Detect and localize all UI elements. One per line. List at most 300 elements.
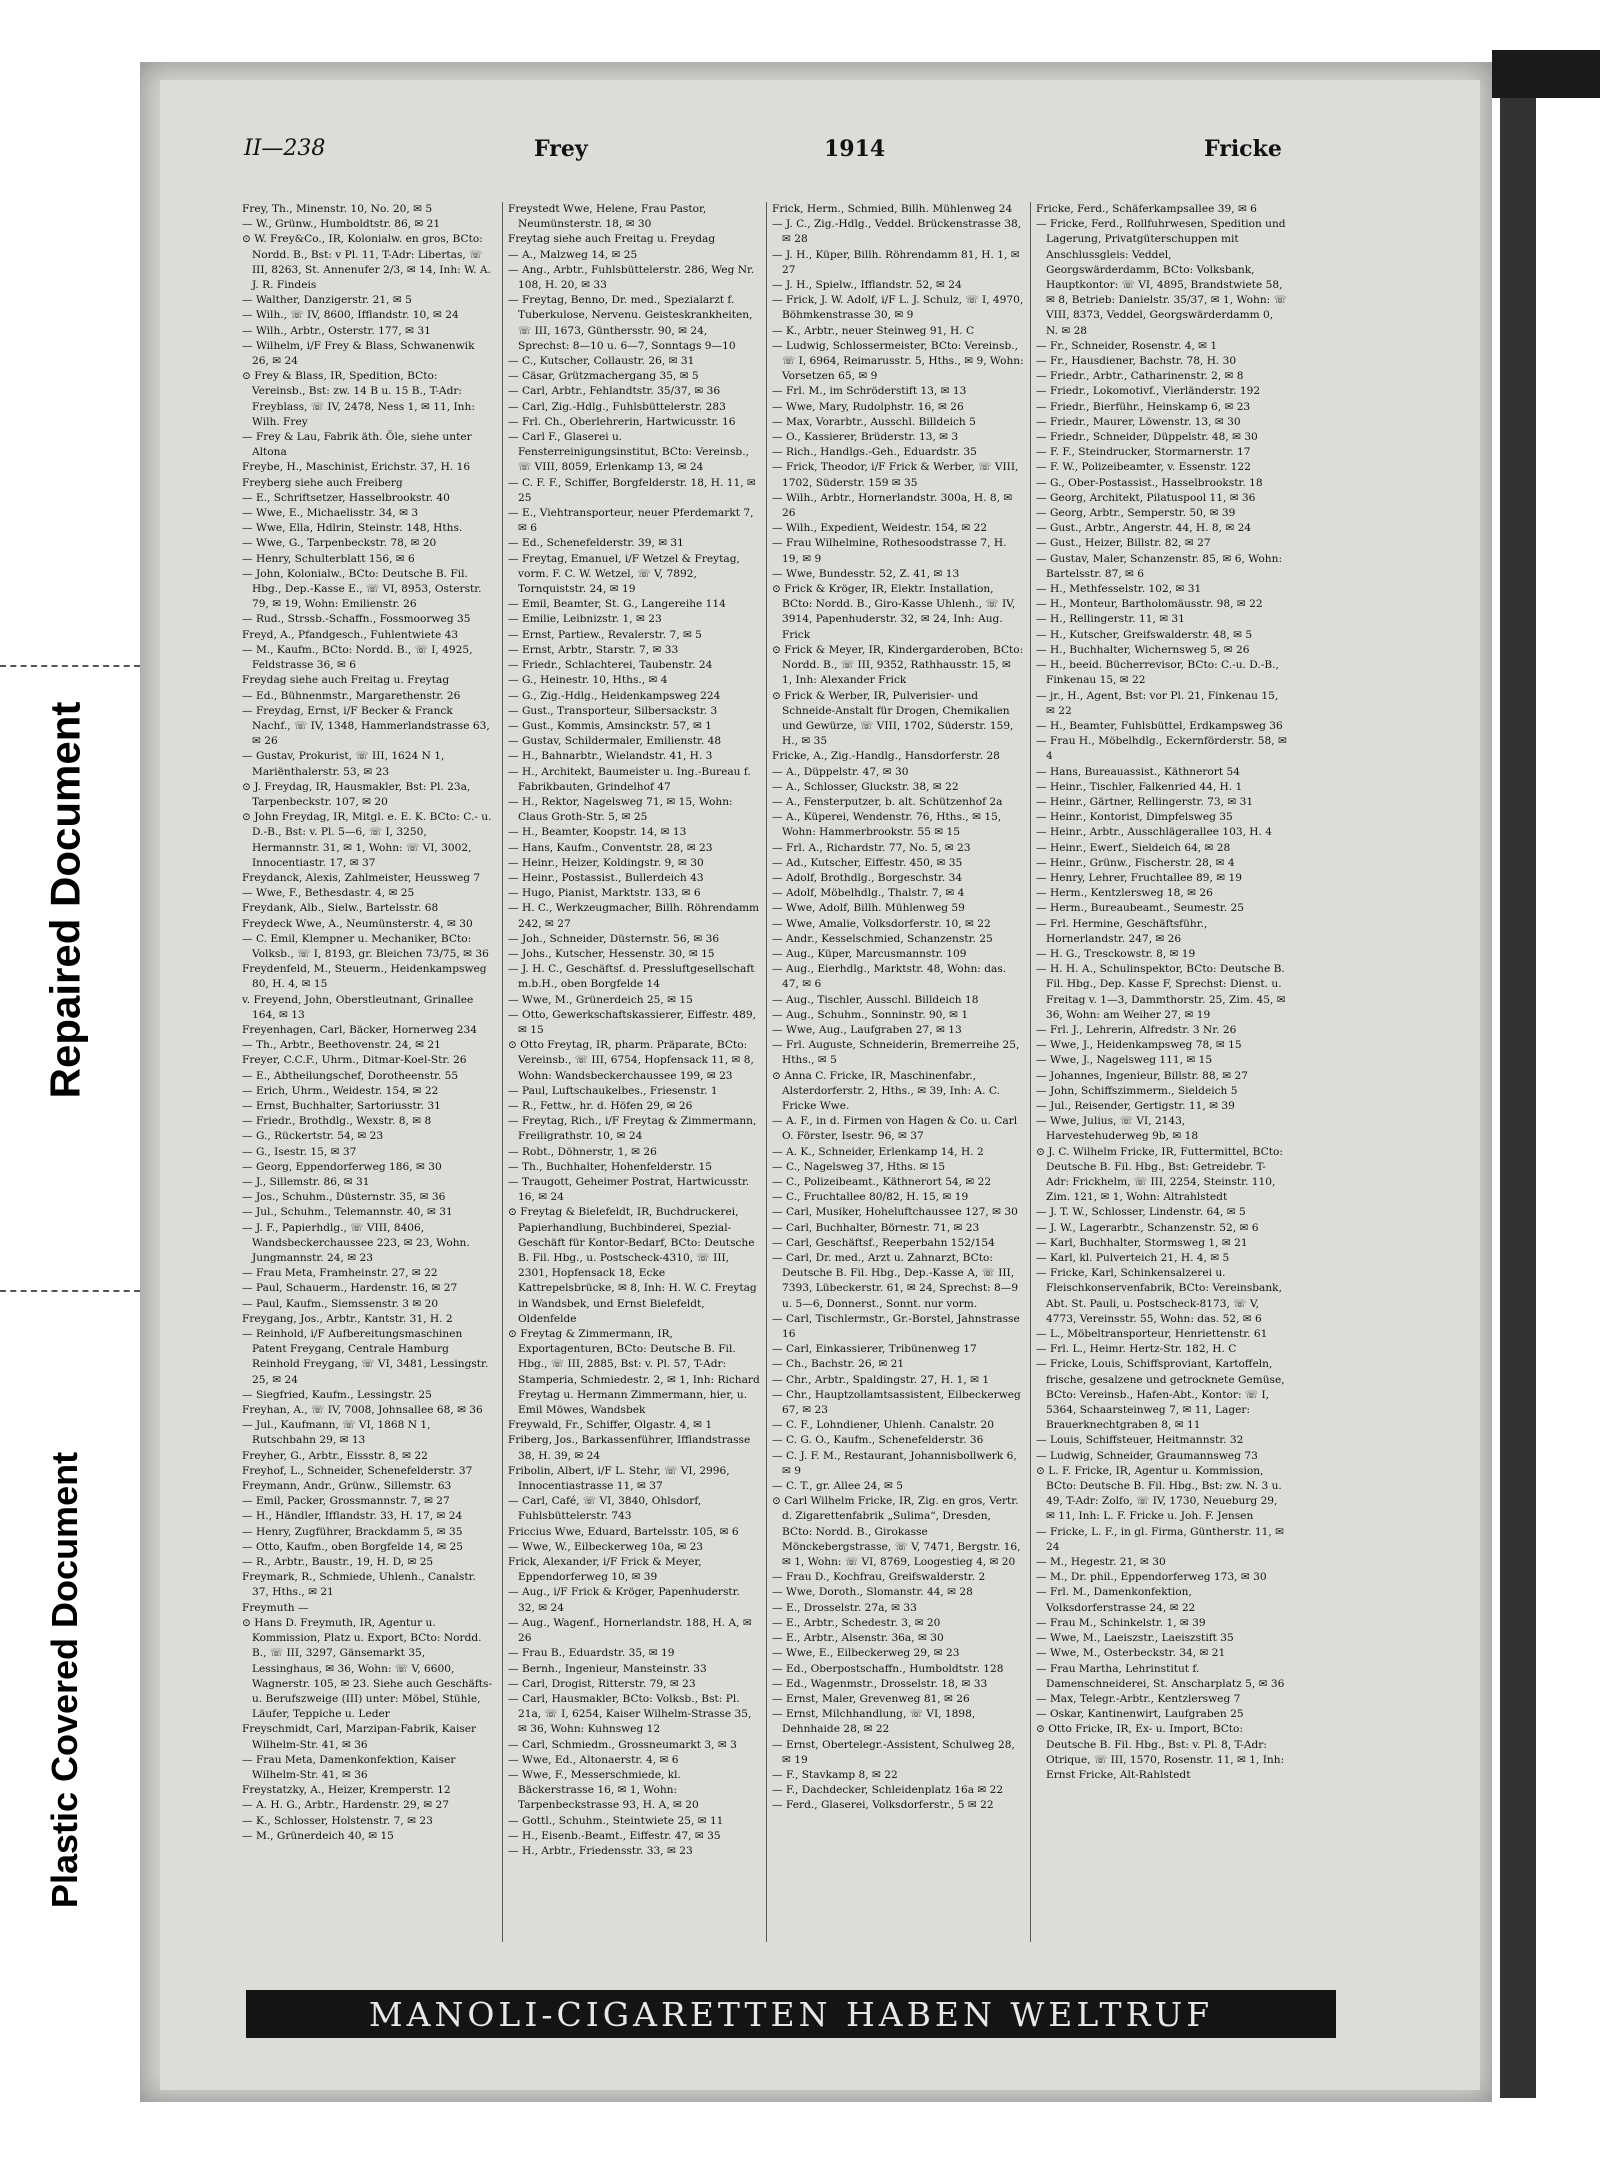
directory-entry: — Heinr., Heizer, Koldingstr. 9, ✉ 30: [508, 856, 704, 869]
directory-entry: — Aug., Eierhdlg., Marktstr. 48, Wohn: das. 47, ✉ 6: [772, 963, 1007, 991]
directory-entry: — H., Eisenb.-Beamt., Eiffestr. 47, ✉ 35: [508, 1829, 721, 1842]
directory-entry: — Ed., Schenefelderstr. 39, ✉ 31: [508, 537, 684, 550]
directory-entry: — G., Isestr. 15, ✉ 37: [242, 1145, 357, 1158]
plastic-covered-document-text: Plastic Covered Document: [44, 1451, 86, 1909]
directory-entry: — Frl. M., Damenkonfektion, Volksdorferstrasse 24, ✉ 22: [1036, 1586, 1196, 1614]
directory-entry: — Heinr., Tischler, Falkenried 44, H. 1: [1036, 780, 1243, 793]
directory-entry: — Ludwig, Schlossermeister, BCto: Vereinsb., ☏ I, 6964, Reimarusstr. 5, Hths., ✉ 9, Wohn: Vorsetzen 65, ✉ 9: [772, 339, 1024, 383]
column-rule: [1030, 202, 1031, 1942]
directory-entry: — A. H. G., Arbtr., Hardenstr. 29, ✉ 27: [242, 1799, 450, 1812]
directory-entry: — H., Buchhalter, Wichernsweg 5, ✉ 26: [1036, 643, 1250, 656]
directory-entry: — Robt., Döhnerstr, 1, ✉ 26: [508, 1145, 657, 1158]
directory-entry: ⊙ L. F. Fricke, IR, Agentur u. Kommission, BCto: Deutsche B. Fil. Hbg., Bst: zw. N. 3 u. 49, T-Adr: Zolfo, ☏ IV, 1730, Neueburg 29, ✉ 11, Inh: L. F. Fricke u. Joh. F. Jensen: [1036, 1464, 1282, 1523]
directory-entry: — C., Kutscher, Collaustr. 26, ✉ 31: [508, 355, 695, 368]
directory-entry: — Heinr., Kontorist, Dimpfelsweg 35: [1036, 811, 1233, 824]
scan-edge-top-right: [1492, 50, 1600, 98]
directory-entry: — Herm., Bureaubeamt., Seumestr. 25: [1036, 902, 1245, 915]
directory-entry: — E., Arbtr., Alsenstr. 36a, ✉ 30: [772, 1632, 944, 1645]
directory-entry: ⊙ Hans D. Freymuth, IR, Agentur u. Kommission, Platz u. Export, BCto: Nordd. B., ☏ III, 3297, Gänsemarkt 35, Lessinghaus, ✉ 36, Wohn: ☏ V, 6600, Wagnerstr. 105, ✉ 23. Siehe auch Geschäfts- u. Berufszweige (III) unter: Möbel, Stühle, Läufer, Teppiche u. Leder: [242, 1616, 493, 1721]
directory-entry: — H. H. A., Schulinspektor, BCto: Deutsche B. Fil. Hbg., Dep. Kasse F, Sprechst: Dienst. u. Freitag v. 1—3, Dammthorstr. 25, Zim. 45, ✉ 36, Wohn: am Weiher 27, ✉ 19: [1036, 963, 1286, 1021]
directory-entry: — E., Viehtransporteur, neuer Pferdemarkt 7, ✉ 6: [508, 507, 754, 535]
directory-entry: — Th., Arbtr., Beethovenstr. 24, ✉ 21: [242, 1039, 441, 1052]
directory-entry: — jr., H., Agent, Bst: vor Pl. 21, Finkenau 15, ✉ 22: [1036, 689, 1279, 717]
directory-entry: — Emil, Beamter, St. G., Langereihe 114: [508, 598, 726, 611]
directory-entry: — Th., Buchhalter, Hohenfelderstr. 15: [508, 1160, 713, 1173]
directory-entry: — Aug., Wagenf., Hornerlandstr. 188, H. A, ✉ 26: [508, 1616, 752, 1645]
directory-entry: — Gust., Heizer, Billstr. 82, ✉ 27: [1036, 537, 1211, 550]
directory-entry: — Gustav, Maler, Schanzenstr. 85, ✉ 6, Wohn: Bartelsstr. 87, ✉ 6: [1036, 552, 1283, 580]
directory-entry: — Wwe, J., Heidenkampsweg 78, ✉ 15: [1036, 1039, 1242, 1052]
directory-entry: — J. T. W., Schlosser, Lindenstr. 64, ✉ 5: [1036, 1206, 1246, 1219]
directory-entry: — H., Beamter, Koopstr. 14, ✉ 13: [508, 826, 687, 839]
directory-entry: — Jos., Schuhm., Düsternstr. 35, ✉ 36: [242, 1191, 446, 1204]
directory-entry: — Ed., Bühnenmstr., Margarethenstr. 26: [242, 689, 461, 702]
directory-entry: — J. W., Lagerarbtr., Schanzenstr. 52, ✉ 6: [1036, 1221, 1259, 1234]
directory-entry: — Wwe, Mary, Rudolphstr. 16, ✉ 26: [772, 400, 964, 413]
directory-entry: — Aug., Schuhm., Sonninstr. 90, ✉ 1: [772, 1008, 969, 1021]
directory-entry: — Chr., Hauptzollamtsassistent, Eilbeckerweg 67, ✉ 23: [772, 1388, 1021, 1417]
directory-entry: — Ed., Oberpostschaffn., Humboldtstr. 128: [772, 1662, 1004, 1675]
directory-entry: — Paul, Luftschaukelbes., Friesenstr. 1: [508, 1084, 718, 1097]
directory-entry: — Freytag, Emanuel, i/F Wetzel & Freytag, vorm. F. C. W. Wetzel, ☏ V, 7892, Tornquiststr. 24, ✉ 19: [508, 552, 740, 596]
directory-entry: — John, Schiffszimmerm., Sieldeich 5: [1036, 1084, 1238, 1097]
directory-entry: — A. K., Schneider, Erlenkamp 14, H. 2: [772, 1145, 984, 1158]
directory-entry: Freymark, R., Schmiede, Uhlenh., Canalstr. 37, Hths., ✉ 21: [242, 1571, 476, 1599]
directory-entry: — Erich, Uhrm., Weidestr. 154, ✉ 22: [242, 1084, 439, 1097]
directory-entry: — Heinr., Arbtr., Ausschlägerallee 103, H. 4: [1036, 826, 1273, 839]
directory-entry: — H., Rellingerstr. 11, ✉ 31: [1036, 613, 1185, 626]
directory-entry: — Friedr., Schlachterei, Taubenstr. 24: [508, 659, 713, 672]
directory-entry: — Carl, Buchhalter, Börnestr. 71, ✉ 23: [772, 1221, 980, 1234]
directory-entry: — M., Dr. phil., Eppendorferweg 173, ✉ 30: [1036, 1571, 1267, 1584]
directory-entry: — Max, Telegr.-Arbtr., Kentzlersweg 7: [1036, 1692, 1241, 1705]
directory-entry: — Wwe, Adolf, Billh. Mühlenweg 59: [772, 902, 965, 915]
directory-entry: — Hugo, Pianist, Marktstr. 133, ✉ 6: [508, 887, 701, 900]
directory-entry: — A., Schlosser, Gluckstr. 38, ✉ 22: [772, 780, 959, 793]
directory-entry: — O., Kassierer, Brüderstr. 13, ✉ 3: [772, 431, 959, 444]
directory-entry: — Wwe, M., Grünerdeich 25, ✉ 15: [508, 993, 693, 1006]
directory-entry: — Fricke, L. F., in gl. Firma, Güntherstr. 11, ✉ 24: [1036, 1525, 1285, 1553]
directory-entry: — G., Zig.-Hdlg., Heidenkampsweg 224: [508, 689, 721, 702]
directory-entry: Frey, Th., Minenstr. 10, No. 20, ✉ 5: [242, 203, 433, 215]
directory-entry: — H., beeid. Bücherrevisor, BCto: C.-u. D.-B., Finkenau 15, ✉ 22: [1036, 659, 1279, 687]
directory-entry: — J. H., Küper, Billh. Röhrendamm 81, H. 1, ✉ 27: [772, 248, 1020, 276]
directory-entry: Freybe, H., Maschinist, Erichstr. 37, H. 16: [242, 461, 471, 474]
directory-entry: Freydenfeld, M., Steuerm., Heidenkampsweg 80, H. 4, ✉ 15: [242, 963, 487, 991]
directory-entry: — Wwe, Bundesstr. 52, Z. 41, ✉ 13: [772, 567, 960, 580]
directory-entry: Freyschmidt, Carl, Marzipan-Fabrik, Kaiser Wilhelm-Str. 41, ✉ 36: [242, 1723, 477, 1751]
directory-entry: — R., Fettw., hr. d. Höfen 29, ✉ 26: [508, 1099, 693, 1112]
directory-entry: — Ernst, Obertelegr.-Assistent, Schulweg 28, ✉ 19: [772, 1738, 1015, 1766]
directory-entry: — Andr., Kesselschmied, Schanzenstr. 25: [772, 932, 993, 945]
directory-entry: — R., Arbtr., Baustr., 19, H. D, ✉ 25: [242, 1556, 434, 1569]
page-paper: [160, 80, 1480, 2090]
directory-entry: Freydeck Wwe, A., Neumünsterstr. 4, ✉ 30: [242, 917, 473, 930]
directory-entry: — J. F., Papierhdlg., ☏ VIII, 8406, Wandsbeckerchaussee 223, ✉ 23, Wohn. Jungmannstr. 24, ✉ 23: [242, 1221, 470, 1265]
directory-entry: — Fricke, Louis, Schiffsproviant, Kartoffeln, frische, gesalzene und getrocknete Gemüse, BCto: Vereinsb., Hafen-Abt., Kontor: ☏ I, 5364, Schaarsteinweg 7, ✉ 11, Lager: Brauerknechtgraben 8, ✉ 11: [1036, 1358, 1285, 1432]
directory-entry: — Friedr., Bierführ., Heinskamp 6, ✉ 23: [1036, 400, 1251, 413]
directory-entry: — Gustav, Prokurist, ☏ III, 1624 N 1, Mariënthalerstr. 53, ✉ 23: [242, 750, 445, 778]
directory-entry: — Wwe, M., Osterbeckstr. 34, ✉ 21: [1036, 1647, 1226, 1660]
directory-entry: — Ludwig, Schneider, Graumannsweg 73: [1036, 1449, 1258, 1462]
directory-entry: — Carl, Zig.-Hdlg., Fuhlsbüttelerstr. 283: [508, 400, 726, 413]
directory-entry: — Aug., i/F Frick & Kröger, Papenhuderstr. 32, ✉ 24: [508, 1586, 740, 1614]
directory-entry: ⊙ Freytag & Zimmermann, IR, Exportagenturen, BCto: Deutsche B. Fil. Hbg., ☏ III, 2885, Bst: v. Pl. 57, T-Adr: Stamperia, Schmiedestr. 2, ✉ 1, Inh: Richard Freytag u. Hermann Zimmermann, hier, u. Emil Möwes, Wandsbek: [508, 1328, 760, 1417]
directory-entry: — J. C., Zig.-Hdlg., Veddel. Brückenstrasse 38, ✉ 28: [772, 218, 1022, 246]
directory-entry: — Fricke, Ferd., Rollfuhrwesen, Spedition und Lagerung, Privatgüterschuppen mit Anschlussgleis: Veddel, Georgswärderdamm, BCto: Volksbank, Hauptkontor: ☏ VI, 4895, Brandstwiete 58, ✉ 8, Betrieb: Danielstr. 35/37, ✉ 1, Wohn: ☏ VIII, 8373, Veddel, Georgswärderdamm 0, N. ✉ 28: [1036, 218, 1287, 337]
directory-entry: ⊙ Frick & Meyer, IR, Kindergarderoben, BCto: Nordd. B., ☏ III, 9352, Rathhausstr. 15, ✉ 1, Inh: Alexander Frick: [772, 643, 1024, 687]
directory-entry: — Frey & Lau, Fabrik äth. Öle, siehe unter Altona: [242, 431, 472, 459]
directory-entry: — A., Düppelstr. 47, ✉ 30: [772, 765, 909, 778]
page-number: II—238: [244, 136, 326, 161]
directory-entry: — Walther, Danzigerstr. 21, ✉ 5: [242, 294, 412, 307]
directory-entry: — Frick, Theodor, i/F Frick & Werber, ☏ VIII, 1702, Süderstr. 159 ✉ 35: [772, 461, 1019, 489]
directory-entry: ⊙ Otto Fricke, IR, Ex- u. Import, BCto: Deutsche B. Fil. Hbg., Bst: v. Pl. 8, T-Adr: Otrique, ☏ III, 1570, Rosenstr. 11, ✉ 1, Inh: Ernst Fricke, Alt-Rahlstedt: [1036, 1723, 1285, 1781]
directory-entry: — M., Hegestr. 21, ✉ 30: [1036, 1556, 1166, 1569]
directory-entry: — Ernst, Maler, Grevenweg 81, ✉ 26: [772, 1692, 970, 1705]
directory-entry: — H., Bahnarbtr., Wielandstr. 41, H. 3: [508, 750, 713, 763]
directory-entry: — Wwe, E., Eilbeckerweg 29, ✉ 23: [772, 1647, 960, 1660]
directory-entry: — H., Methfesselstr. 102, ✉ 31: [1036, 583, 1202, 596]
directory-entry: — M., Grünerdeich 40, ✉ 15: [242, 1829, 394, 1842]
directory-entry: — Wilhelm, i/F Frey & Blass, Schwanenwik 26, ✉ 24: [242, 339, 475, 368]
directory-entry: — F. F., Steindrucker, Stormarnerstr. 17: [1036, 446, 1251, 459]
directory-entry: — A., Malzweg 14, ✉ 25: [508, 248, 638, 261]
directory-entry: — F., Dachdecker, Schleidenplatz 16a ✉ 22: [772, 1784, 1004, 1797]
directory-entry: — Frau D., Kochfrau, Greifswalderstr. 2: [772, 1571, 986, 1584]
column-4: [1036, 202, 1288, 1922]
directory-entry: — C. J. F. M., Restaurant, Johannisbollwerk 6, ✉ 9: [772, 1449, 1017, 1477]
scan-edge-right: [1500, 98, 1536, 2098]
directory-entry: — Carl, Café, ☏ VI, 3840, Ohlsdorf, Fuhlsbüttelerstr. 743: [508, 1495, 702, 1523]
directory-entry: — Ernst, Milchhandlung, ☏ VI, 1898, Dehnhaide 28, ✉ 22: [772, 1708, 976, 1736]
directory-entry: — Ernst, Buchhalter, Sartoriusstr. 31: [242, 1099, 441, 1112]
directory-entry: — H., Händler, Ifflandstr. 33, H. 17, ✉ 24: [242, 1510, 463, 1523]
directory-entry: — C. F., Lohndiener, Uhlenh. Canalstr. 20: [772, 1419, 994, 1432]
directory-entry: — Carl, Tischlermstr., Gr.-Borstel, Jahnstrasse 16: [772, 1312, 1020, 1341]
directory-entry: — Emilie, Leibnizstr. 1, ✉ 23: [508, 613, 662, 626]
directory-entry: Freyher, G., Arbtr., Eissstr. 8, ✉ 22: [242, 1449, 428, 1462]
directory-entry: — Joh., Schneider, Düsternstr. 56, ✉ 36: [508, 932, 720, 945]
directory-entry: Freymann, Andr., Grünw., Sillemstr. 63: [242, 1480, 452, 1493]
directory-entry: — Adolf, Brothdlg., Borgeschstr. 34: [772, 871, 963, 884]
directory-entry: — Wwe, Doroth., Slomanstr. 44, ✉ 28: [772, 1586, 973, 1599]
column-1: [242, 202, 494, 1922]
directory-entry: — Henry, Lehrer, Fruchtallee 89, ✉ 19: [1036, 871, 1242, 884]
directory-entry: — L., Möbeltransporteur, Henriettenstr. 61: [1036, 1328, 1268, 1341]
directory-entry: — E., Schriftsetzer, Hasselbrookstr. 40: [242, 491, 450, 504]
directory-entry: — Gust., Arbtr., Angerstr. 44, H. 8, ✉ 24: [1036, 522, 1252, 535]
directory-entry: — Fr., Schneider, Rosenstr. 4, ✉ 1: [1036, 339, 1218, 352]
directory-entry: — Gust., Transporteur, Silbersackstr. 3: [508, 704, 718, 717]
directory-entry: ⊙ W. Frey&Co., IR, Kolonialw. en gros, BCto: Nordd. B., Bst: v Pl. 11, T-Adr: Libertas, ☏ III, 8263, St. Annenufer 2/3, ✉ 14, Inh: W. A. J. R. Findeis: [242, 233, 491, 292]
directory-entry: — H., Arbtr., Friedensstr. 33, ✉ 23: [508, 1844, 693, 1857]
directory-entry: — A., Küperei, Wendenstr. 76, Hths., ✉ 15, Wohn: Hammerbrookstr. 55 ✉ 15: [772, 811, 1002, 839]
dotted-separator-bottom: [0, 1290, 140, 1292]
directory-entry: — C. F. F., Schiffer, Borgfelderstr. 18, H. 11, ✉ 25: [508, 476, 756, 504]
column-2: [508, 202, 760, 1922]
directory-entry: — Ch., Bachstr. 26, ✉ 21: [772, 1358, 905, 1371]
repaired-document-label: [10, 620, 120, 1180]
directory-entry: — Hans, Bureauassist., Käthnerort 54: [1036, 765, 1240, 778]
directory-entry: — Wilh., Arbtr., Hornerlandstr. 300a, H. 8, ✉ 26: [772, 491, 1013, 520]
directory-entry: — Freytag, Rich., i/F Freytag & Zimmermann, Freiligrathstr. 10, ✉ 24: [508, 1115, 757, 1143]
directory-entry: — Rich., Handlgs.-Geh., Eduardstr. 35: [772, 446, 977, 459]
directory-entry: — C. G. O., Kaufm., Schenefelderstr. 36: [772, 1434, 984, 1447]
directory-entry: — H., Monteur, Bartholomäusstr. 98, ✉ 22: [1036, 598, 1263, 611]
directory-entry: Freywald, Fr., Schiffer, Olgastr. 4, ✉ 1: [508, 1419, 713, 1432]
directory-entry: ⊙ Frick & Kröger, IR, Elektr. Installation, BCto: Nordd. B., Giro-Kasse Uhlenh., ☏ IV, 3914, Papenhuderstr. 32, ✉ 24, Inh: Aug. Frick: [772, 583, 1016, 641]
directory-entry: — K., Schlosser, Holstenstr. 7, ✉ 23: [242, 1814, 433, 1827]
directory-entry: — Aug., Tischler, Ausschl. Billdeich 18: [772, 993, 979, 1006]
directory-entry: — H., Beamter, Fuhlsbüttel, Erdkampsweg 36: [1036, 719, 1283, 732]
directory-entry: — G., Rückertstr. 54, ✉ 23: [242, 1130, 384, 1143]
directory-entry: — Frick, J. W. Adolf, i/F L. J. Schulz, ☏ I, 4970, Böhmkenstrasse 30, ✉ 9: [772, 294, 1024, 322]
directory-entry: — Georg, Arbtr., Semperstr. 50, ✉ 39: [1036, 507, 1236, 520]
directory-entry: — Heinr., Gärtner, Rellingerstr. 73, ✉ 31: [1036, 795, 1254, 808]
directory-page: [140, 62, 1492, 2102]
dotted-separator-top: [0, 665, 140, 667]
directory-entry: — Rud., Strssb.-Schaffn., Fossmoorweg 35: [242, 613, 471, 626]
directory-entry: — J. H., Spielw., Ifflandstr. 52, ✉ 24: [772, 279, 962, 292]
directory-entry: — Heinr., Ewerf., Sieldeich 64, ✉ 28: [1036, 841, 1231, 854]
directory-entry: — Frl. J., Lehrerin, Alfredstr. 3 Nr. 26: [1036, 1023, 1237, 1036]
directory-entry: ⊙ Frey & Blass, IR, Spedition, BCto: Vereinsb., Bst: zw. 14 B u. 15 B., T-Adr: Freyblass, ☏ IV, 2478, Ness 1, ✉ 11, Inh: Wilh. Frey: [242, 370, 475, 428]
directory-entry: — Ed., Wagenmstr., Drosselstr. 18, ✉ 33: [772, 1677, 988, 1690]
directory-entry: — Wwe, F., Bethesdastr. 4, ✉ 25: [242, 887, 415, 900]
header-first-name: Frey: [534, 136, 588, 162]
directory-entry: Freystedt Wwe, Helene, Frau Pastor, Neumünsterstr. 18, ✉ 30: [508, 203, 707, 231]
directory-entry: — Max, Vorarbtr., Ausschl. Billdeich 5: [772, 415, 976, 428]
directory-entry: — Carl, Drogist, Ritterstr. 79, ✉ 23: [508, 1677, 696, 1690]
directory-entry: — Otto, Kaufm., oben Borgfelde 14, ✉ 25: [242, 1540, 463, 1553]
directory-entry: — C., Nagelsweg 37, Hths. ✉ 15: [772, 1160, 946, 1173]
directory-entry: — E., Arbtr., Schedestr. 3, ✉ 20: [772, 1616, 941, 1629]
directory-entry: Fricke, Ferd., Schäferkampsallee 39, ✉ 6: [1036, 203, 1257, 215]
directory-entry: Fribolin, Albert, i/F L. Stehr, ☏ VI, 2996, Innocentiastrasse 11, ✉ 37: [508, 1464, 730, 1493]
directory-entry: Freymuth —: [242, 1601, 309, 1614]
directory-entry: Frick, Herm., Schmied, Billh. Mühlenweg 24: [772, 203, 1013, 215]
directory-entry: — Frau Meta, Framheinstr. 27, ✉ 22: [242, 1267, 438, 1280]
directory-entry: — W., Grünw., Humboldtstr. 86, ✉ 21: [242, 218, 441, 231]
directory-entry: — Ferd., Glaserei, Volksdorferstr., 5 ✉ 22: [772, 1799, 994, 1812]
directory-entry: — Carl F., Glaserei u. Fensterreinigungsinstitut, BCto: Vereinsb., ☏ VIII, 8059, Erlenkamp 13, ✉ 24: [508, 431, 749, 474]
header-year: 1914: [824, 136, 886, 162]
directory-entry: — Frl. Hermine, Geschäftsführ., Hornerlandstr. 247, ✉ 26: [1036, 917, 1208, 945]
directory-entry: — Carl, Geschäftsf., Reeperbahn 152/154: [772, 1236, 995, 1249]
directory-entry: — Frl. A., Richardstr. 77, No. 5, ✉ 23: [772, 841, 971, 854]
directory-entry: — Wwe, W., Eilbeckerweg 10a, ✉ 23: [508, 1540, 704, 1553]
directory-entry: — Frau H., Möbelhdlg., Eckernförderstr. 58, ✉ 4: [1036, 735, 1287, 763]
header-last-name: Fricke: [1204, 136, 1282, 162]
directory-entry: Friccius Wwe, Eduard, Bartelsstr. 105, ✉ 6: [508, 1525, 739, 1538]
directory-entry: Fricke, A., Zig.-Handlg., Hansdorferstr. 28: [772, 750, 1000, 763]
directory-entry: — Freytag, Benno, Dr. med., Spezialarzt f. Tuberkulose, Nervenu. Geisteskrankheiten, ☏ III, 1673, Günthersstr. 90, ✉ 24, Sprechst: 8—10 u. 6—7, Sonntags 9—10: [508, 294, 753, 352]
directory-entry: — Carl, Musiker, Hoheluftchaussee 127, ✉ 30: [772, 1206, 1018, 1219]
directory-entry: Freydank, Alb., Sielw., Bartelsstr. 68: [242, 902, 439, 915]
plastic-covered-document-label: [10, 1320, 120, 2040]
directory-entry: — Frau M., Schinkelstr. 1, ✉ 39: [1036, 1616, 1206, 1629]
directory-entry: — Friedr., Lokomotivf., Vierländerstr. 192: [1036, 385, 1261, 398]
directory-entry: — Johannes, Ingenieur, Billstr. 88, ✉ 27: [1036, 1069, 1249, 1082]
directory-entry: — M., Kaufm., BCto: Nordd. B., ☏ I, 4925, Feldstrasse 36, ✉ 6: [242, 643, 473, 672]
directory-entry: — John, Kolonialw., BCto: Deutsche B. Fil. Hbg., Dep.-Kasse E., ☏ VI, 8953, Osterstr. 79, ✉ 19, Wohn: Emilienstr. 26: [242, 567, 482, 611]
directory-entry: — Ernst, Arbtr., Starstr. 7, ✉ 33: [508, 643, 679, 656]
directory-entry: v. Freyend, John, Oberstleutnant, Grinallee 164, ✉ 13: [242, 993, 474, 1021]
directory-entry: Freydag siehe auch Freitag u. Freytag: [242, 674, 450, 687]
directory-entry: — Carl, Dr. med., Arzt u. Zahnarzt, BCto: Deutsche B. Fil. Hbg., Dep.-Kasse A, ☏ III, 7393, Lübeckerstr. 61, ✉ 24, Sprechst: 8—9 u. 5—6, Donnerst., Sonnt. nur vorm.: [772, 1252, 1019, 1310]
directory-entry: — Wilh., Arbtr., Osterstr. 177, ✉ 31: [242, 324, 431, 337]
directory-entry: — Friedr., Schneider, Düppelstr. 48, ✉ 30: [1036, 431, 1258, 444]
directory-entry: — Paul, Kaufm., Siemssenstr. 3 ✉ 20: [242, 1297, 439, 1310]
directory-entry: — Karl, kl. Pulverteich 21, H. 4, ✉ 5: [1036, 1252, 1230, 1265]
directory-entry: — Herm., Kentzlersweg 18, ✉ 26: [1036, 887, 1213, 900]
directory-entry: — A. F., in d. Firmen von Hagen & Co. u. Carl O. Förster, Isestr. 96, ✉ 37: [772, 1115, 1018, 1143]
directory-entry: — Paul, Schauerm., Hardenstr. 16, ✉ 27: [242, 1282, 458, 1295]
directory-entry: — A., Fensterputzer, b. alt. Schützenhof 2a: [772, 795, 1003, 808]
directory-entry: — Wwe, F., Messerschmiede, kl. Bäckerstrasse 16, ✉ 1, Wohn: Tarpenbeckstrasse 93, H. A, ✉ 20: [508, 1768, 699, 1812]
directory-entry: — Friedr., Maurer, Löwenstr. 13, ✉ 30: [1036, 415, 1241, 428]
directory-entry: — Wwe, Julius, ☏ VI, 2143, Harvestehuderweg 9b, ✉ 18: [1036, 1115, 1199, 1143]
directory-entry: Freyberg siehe auch Freiberg: [242, 476, 403, 489]
directory-entry: — Otto, Gewerkschaftskassierer, Eiffestr. 489, ✉ 15: [508, 1008, 757, 1036]
advertisement-text: MANOLI-CIGARETTEN HABEN WELTRUF: [368, 1994, 1214, 2034]
directory-entry: — Wilh., Expedient, Weidestr. 154, ✉ 22: [772, 522, 988, 535]
directory-entry: — Wilh., ☏ IV, 8600, Ifflandstr. 10, ✉ 24: [242, 309, 459, 322]
directory-entry: — Carl, Einkassierer, Tribünenweg 17: [772, 1343, 977, 1356]
directory-entry: — Georg, Eppendorferweg 186, ✉ 30: [242, 1160, 442, 1173]
directory-entry: — Frl. Auguste, Schneiderin, Bremerreihe 25, Hths., ✉ 5: [772, 1039, 1020, 1067]
directory-entry: — Louis, Schiffsteuer, Heitmannstr. 32: [1036, 1434, 1244, 1447]
directory-entry: — H. C., Werkzeugmacher, Billh. Röhrendamm 242, ✉ 27: [508, 902, 760, 930]
directory-entry: — E., Abtheilungschef, Dorotheenstr. 55: [242, 1069, 459, 1082]
directory-entry: — Frau B., Eduardstr. 35, ✉ 19: [508, 1647, 675, 1660]
directory-entry: — Georg, Architekt, Pilatuspool 11, ✉ 36: [1036, 491, 1256, 504]
directory-entry: — Jul., Schuhm., Telemannstr. 40, ✉ 31: [242, 1206, 453, 1219]
directory-entry: ⊙ Frick & Werber, IR, Pulverisier- und Schneide-Anstalt für Drogen, Chemikalien und Gewürze, ☏ VIII, 1702, Süderstr. 159, H., ✉ 35: [772, 689, 1014, 748]
directory-entry: — Gustav, Schildermaler, Emilienstr. 48: [508, 735, 722, 748]
directory-entry: — Chr., Arbtr., Spaldingstr. 27, H. 1, ✉ 1: [772, 1373, 990, 1386]
directory-entry: — F. W., Polizeibeamter, v. Essenstr. 122: [1036, 461, 1251, 474]
directory-entry: — Frau Martha, Lehrinstitut f. Damenschneiderei, St. Anscharplatz 5, ✉ 36: [1036, 1662, 1285, 1690]
column-3: [772, 202, 1024, 1922]
directory-entry: — H., Kutscher, Greifswalderstr. 48, ✉ 5: [1036, 628, 1253, 641]
directory-entry: — Frl. M., im Schröderstift 13, ✉ 13: [772, 385, 967, 398]
directory-entry: — Karl, Buchhalter, Stormsweg 1, ✉ 21: [1036, 1236, 1248, 1249]
directory-entry: — Henry, Zugführer, Brackdamm 5, ✉ 35: [242, 1525, 463, 1538]
directory-entry: — Adolf, Möbelhdlg., Thalstr. 7, ✉ 4: [772, 887, 965, 900]
directory-entry: Freyhan, A., ☏ IV, 7008, Johnsallee 68, ✉ 36: [242, 1404, 483, 1417]
directory-entry: — Heinr., Grünw., Fischerstr. 28, ✉ 4: [1036, 856, 1235, 869]
directory-entry: — Wwe, M., Laeiszstr., Laeiszstift 35: [1036, 1632, 1234, 1645]
directory-entry: — Johs., Kutscher, Hessenstr. 30, ✉ 15: [508, 947, 715, 960]
directory-entry: ⊙ Otto Freytag, IR, pharm. Präparate, BCto: Vereinsb., ☏ III, 6754, Hopfensack 11, ✉ 8, Wohn: Wandsbeckerchaussee 199, ✉ 23: [508, 1039, 754, 1082]
directory-entry: — Gottl., Schuhm., Steintwiete 25, ✉ 11: [508, 1814, 724, 1827]
directory-entry: ⊙ John Freydag, IR, Mitgl. e. E. K. BCto: C.- u. D.-B., Bst: v. Pl. 5—6, ☏ I, 3250, Hermannstr. 31, ✉ 1, Wohn: ☏ VI, 3002, Innocentiastr. 17, ✉ 37: [242, 811, 492, 869]
directory-entry: Friberg, Jos., Barkassenführer, Ifflandstrasse 38, H. 39, ✉ 24: [508, 1434, 751, 1462]
directory-entry: — C. T., gr. Allee 24, ✉ 5: [772, 1480, 903, 1493]
directory-entry: — Cäsar, Grützmachergang 35, ✉ 5: [508, 370, 699, 383]
directory-entry: — E., Drosselstr. 27a, ✉ 33: [772, 1601, 917, 1614]
directory-entry: — Wwe, Ella, Hdlrin, Steinstr. 148, Hths.: [242, 522, 463, 535]
directory-entry: — J. H. C., Geschäftsf. d. Pressluftgesellschaft m.b.H., oben Borgfelde 14: [508, 963, 755, 991]
directory-entry: Freyenhagen, Carl, Bäcker, Hornerweg 234: [242, 1023, 478, 1036]
page-header: [244, 136, 1328, 170]
repaired-document-text: Repaired Document: [41, 701, 88, 1099]
directory-entry: Freydanck, Alexis, Zahlmeister, Heussweg 7: [242, 871, 481, 884]
directory-entry: — Ernst, Partiew., Revalerstr. 7, ✉ 5: [508, 628, 702, 641]
directory-entry: — Ang., Arbtr., Fuhlsbüttelerstr. 286, Weg Nr. 108, H. 20, ✉ 33: [508, 263, 755, 292]
directory-entry: — Carl, Arbtr., Fehlandtstr. 35/37, ✉ 36: [508, 385, 721, 398]
directory-entry: — Freydag, Ernst, i/F Becker & Franck Nachf., ☏ IV, 1348, Hammerlandstrasse 63, ✉ 26: [242, 704, 490, 748]
directory-entry: — Carl, Hausmakler, BCto: Volksb., Bst: Pl. 21a, ☏ I, 6254, Kaiser Wilhelm-Strasse 35, ✉ 36, Wohn: Kuhnsweg 12: [508, 1692, 752, 1736]
directory-entry: — Frau Wilhelmine, Rothesoodstrasse 7, H. 19, ✉ 9: [772, 537, 1007, 565]
directory-entry: ⊙ Freytag & Bielefeldt, IR, Buchdruckerei, Papierhandlung, Buchbinderei, Spezial-Geschäft für Kontor-Bedarf, BCto: Deutsche B. Fil. Hbg., u. Postscheck-4310, ☏ III, 2301, Hopfensack 18, Ecke Kattrepelsbrücke, ✉ 8, Inh: H. W. C. Freytag in Wandsbek, und Ernst Bielefeldt, Oldenfelde: [508, 1206, 757, 1325]
directory-entry: — Jul., Reisender, Gertigstr. 11, ✉ 39: [1036, 1099, 1235, 1112]
directory-entry: — Aug., Küper, Marcusmannstr. 109: [772, 947, 967, 960]
directory-entry: — Wwe, G., Tarpenbeckstr. 78, ✉ 20: [242, 537, 437, 550]
directory-entry: — C., Polizeibeamt., Käthnerort 54, ✉ 22: [772, 1176, 992, 1188]
directory-entry: — K., Arbtr., neuer Steinweg 91, H. C: [772, 324, 975, 337]
advertisement-banner: [246, 1990, 1336, 2038]
directory-entry: ⊙ J. Freydag, IR, Hausmakler, Bst: Pl. 23a, Tarpenbeckstr. 107, ✉ 20: [242, 780, 471, 808]
directory-entry: — Heinr., Postassist., Bullerdeich 43: [508, 871, 704, 884]
directory-entry: — J., Sillemstr. 86, ✉ 31: [242, 1176, 370, 1188]
directory-entry: — Frl. Ch., Oberlehrerin, Hartwicusstr. 16: [508, 415, 736, 428]
directory-entry: Frick, Alexander, i/F Frick & Meyer, Eppendorferweg 10, ✉ 39: [508, 1556, 702, 1584]
column-rule: [766, 202, 767, 1942]
directory-entry: Freyer, C.C.F., Uhrm., Ditmar-Koel-Str. 26: [242, 1054, 467, 1067]
directory-entry: Freyhof, L., Schneider, Schenefelderstr. 37: [242, 1464, 473, 1477]
directory-entry: — Friedr., Arbtr., Catharinenstr. 2, ✉ 8: [1036, 370, 1244, 383]
directory-entry: Freyd, A., Pfandgesch., Fuhlentwiete 43: [242, 628, 459, 641]
directory-entry: Freytag siehe auch Freitag u. Freydag: [508, 233, 716, 246]
directory-entry: — Jul., Kaufmann, ☏ VI, 1868 N 1, Rutschbahn 29, ✉ 13: [242, 1419, 431, 1447]
directory-entry: — Henry, Schulterblatt 156, ✉ 6: [242, 552, 415, 565]
directory-entry: — Wwe, Ed., Altonaerstr. 4, ✉ 6: [508, 1753, 679, 1766]
directory-entry: ⊙ J. C. Wilhelm Fricke, IR, Futtermittel, BCto: Deutsche B. Fil. Hbg., Bst: Getreidebr. T-Adr: Frickhelm, ☏ III, 2254, Steinstr. 110, Zim. 121, ✉ 1, Wohn: Altrahlstedt: [1036, 1145, 1283, 1204]
directory-entry: — Bernh., Ingenieur, Mansteinstr. 33: [508, 1662, 707, 1675]
directory-entry: — Fr., Hausdiener, Bachstr. 78, H. 30: [1036, 355, 1237, 368]
directory-entry: — Wwe, J., Nagelsweg 111, ✉ 15: [1036, 1054, 1213, 1067]
directory-entry: — F., Stavkamp 8, ✉ 22: [772, 1768, 898, 1781]
directory-entry: — Reinhold, i/F Aufbereitungsmaschinen Patent Freygang, Centrale Hamburg Reinhold Freygang, ☏ VI, 3481, Lessingstr. 25, ✉ 24: [242, 1328, 489, 1386]
directory-entry: Freygang, Jos., Arbtr., Kantstr. 31, H. 2: [242, 1312, 453, 1325]
directory-entry: — H., Rektor, Nagelsweg 71, ✉ 15, Wohn: Claus Groth-Str. 5, ✉ 25: [508, 795, 733, 824]
directory-entry: — Wwe, E., Michaelisstr. 34, ✉ 3: [242, 507, 419, 520]
directory-entry: — Fricke, Karl, Schinkensalzerei u. Fleischkonservenfabrik, BCto: Vereinsbank, Abt. St. Pauli, u. Postscheck-8173, ☏ V, 4773, Vereinsstr. 55, Wohn: das. 52, ✉ 6: [1036, 1267, 1282, 1325]
directory-entry: — C. Emil, Klempner u. Mechaniker, BCto: Volksb., ☏ I, 8193, gr. Bleichen 73/75, ✉ 36: [242, 932, 489, 960]
directory-entry: — Siegfried, Kaufm., Lessingstr. 25: [242, 1388, 432, 1401]
column-rule: [502, 202, 503, 1942]
directory-entry: — Emil, Packer, Grossmannstr. 7, ✉ 27: [242, 1495, 450, 1508]
directory-entry: — G., Heinestr. 10, Hths., ✉ 4: [508, 674, 668, 687]
directory-entry: — G., Ober-Postassist., Hasselbrookstr. 18: [1036, 476, 1263, 489]
directory-entry: — Gust., Kommis, Amsinckstr. 57, ✉ 1: [508, 719, 712, 732]
directory-entry: Freystatzky, A., Heizer, Kremperstr. 12: [242, 1784, 451, 1797]
directory-entry: — Traugott, Geheimer Postrat, Hartwicusstr. 16, ✉ 24: [508, 1176, 750, 1204]
directory-entry: — Frau Meta, Damenkonfektion, Kaiser Wilhelm-Str. 41, ✉ 36: [242, 1753, 456, 1781]
directory-entry: — Ad., Kutscher, Eiffestr. 450, ✉ 35: [772, 856, 963, 869]
directory-entry: — Wwe, Amalie, Volksdorferstr. 10, ✉ 22: [772, 917, 991, 930]
directory-entry: — Frl. L., Heimr. Hertz-Str. 182, H. C: [1036, 1343, 1237, 1356]
directory-entry: — Friedr., Brothdlg., Wexstr. 8, ✉ 8: [242, 1115, 432, 1128]
directory-entry: — Oskar, Kantinenwirt, Laufgraben 25: [1036, 1708, 1244, 1721]
directory-entry: — Wwe, Aug., Laufgraben 27, ✉ 13: [772, 1023, 962, 1036]
directory-entry: — Hans, Kaufm., Conventstr. 28, ✉ 23: [508, 841, 713, 854]
directory-entry: ⊙ Carl Wilhelm Fricke, IR, Zig. en gros, Vertr. d. Zigarettenfabrik „Sulima“, Dresden, BCto: Nordd. B., Girokasse Mönckebergstrasse, ☏ V, 7471, Bergstr. 16, ✉ 1, Wohn: ☏ VI, 8769, Loogestieg 4, ✉ 20: [772, 1495, 1021, 1569]
directory-entry: — C., Fruchtallee 80/82, H. 15, ✉ 19: [772, 1191, 969, 1204]
